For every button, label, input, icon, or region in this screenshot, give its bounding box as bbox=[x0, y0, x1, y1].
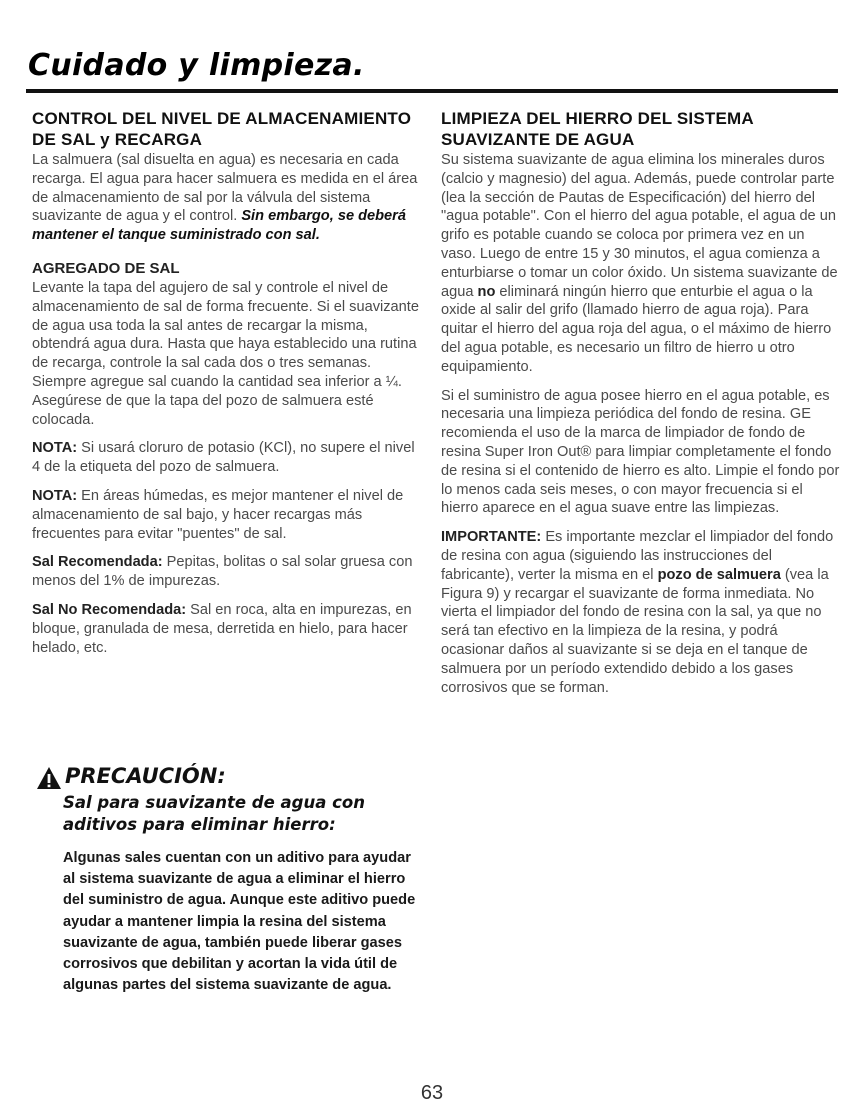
note-kcl bbox=[32, 439, 422, 477]
note-humid bbox=[32, 487, 422, 543]
caution-box bbox=[36, 762, 426, 996]
caution-header bbox=[36, 762, 426, 790]
page-number: 63 bbox=[420, 1082, 444, 1104]
note-text: Si usará cloruro de potasio (KCl), no supere el nivel 4 de la etiqueta del pozo de salmuera. bbox=[32, 440, 415, 476]
right-column bbox=[441, 108, 841, 697]
iron-emphasis: no bbox=[477, 283, 496, 300]
left-column bbox=[32, 108, 422, 657]
salt-level-heading-line1: CONTROL DEL NIVEL DE ALMACENAMIENTO bbox=[32, 109, 412, 128]
salt-level-heading-line2: DE SAL y RECARGA bbox=[32, 130, 203, 149]
warning-triangle-icon bbox=[36, 766, 62, 790]
recommended-salt-label: Sal Recomendada: bbox=[32, 554, 163, 571]
important-text: Es importante mezclar el limpiador del fondo de resina con agua (siguiendo las instrucciones del fabricante), verter la misma en el bbox=[441, 529, 834, 583]
title-rule bbox=[26, 89, 838, 93]
iron-cleaning-heading-line2: SUAVIZANTE DE AGUA bbox=[441, 130, 635, 149]
not-recommended-salt-label: Sal No Recomendada: bbox=[32, 601, 187, 618]
iron-paragraph-2: Si el suministro de agua posee hierro en el agua potable, es necesaria una limpieza periódica del fondo de resina. GE recomienda el uso de la marca de limpiador de fondo de resina Super Iron Out® para limpiar completamente el fondo de resina si el contenido de hierro es alto. Limpie el fondo por lo menos cada seis meses, o con mayor frecuencia si el hierro aparece en el agua suave entre las limpiezas. bbox=[441, 387, 840, 517]
important-label: IMPORTANTE: bbox=[441, 529, 542, 546]
iron-paragraph-1 bbox=[441, 151, 841, 377]
iron-text: eliminará ningún hierro que enturbie el agua o la oxide al salir del grifo (llamado hierro de agua roja). Para quitar el hierro del agua roja del agua, o el máximo de hierro del agua potable, es necesario un filtro de hierro u otro equipamiento. bbox=[441, 283, 832, 375]
iron-cleaning-heading bbox=[441, 108, 841, 150]
iron-text: Su sistema suavizante de agua elimina los minerales duros (calcio y magnesio) del agua. Además, puede controlar parte (lea la sección de Pautas de Especificación) del hierro del "agua potable". Con el hierro del agua potable, el agua de un grifo es potable cuando se coloca por primera vez en un vaso. Luego de entre 15 y 30 minutos, el agua comienza a enturbiarse o tomar un color óxido. Un sistema suavizante de agua bbox=[441, 152, 838, 300]
brine-well-emphasis: pozo de salmuera bbox=[657, 566, 781, 583]
page-title: Cuidado y limpieza. bbox=[28, 48, 365, 83]
salt-level-body: La salmuera (sal disuelta en agua) es necesaria en cada recarga. El agua para hacer salmuera es medida en el área de almacenamiento de sal por la válvula del sistema suavizante de agua y el control. bbox=[32, 152, 418, 225]
note-text: En áreas húmedas, es mejor mantener el nivel de almacenamiento de sal bajo, y hacer recargas más frecuentes para evitar "puentes" de sal. bbox=[32, 487, 404, 542]
recommended-salt-text: Pepitas, bolitas o sal solar gruesa con menos del 1% de impurezas. bbox=[32, 554, 413, 590]
iron-cleaning-heading-line1: LIMPIEZA DEL HIERRO DEL SISTEMA bbox=[441, 109, 754, 128]
not-recommended-salt-text: Sal en roca, alta en impurezas, en bloque, granulada de mesa, derretida en hielo, para hacer helado, etc. bbox=[32, 601, 412, 656]
not-recommended-salt bbox=[32, 601, 422, 657]
salt-level-heading bbox=[32, 108, 422, 150]
adding-salt-body: Levante la tapa del agujero de sal y controle el nivel de almacenamiento de sal de forma frecuente. Si el suavizante de agua usa toda la sal antes de recargar la misma, obtendrá agua dura. Hasta que haya establecido una rutina de recarga, controle la sal cada dos o tres semanas. Siempre agregue sal cuando la cantidad sea inferior a ¼. Asegúrese de que la tapa del pozo de salmuera esté colocada. bbox=[32, 279, 419, 428]
salt-level-paragraph bbox=[32, 151, 422, 245]
caution-subtitle: Sal para suavizante de agua con aditivos para eliminar hierro: bbox=[63, 793, 365, 834]
adding-salt-heading: AGREGADO DE SAL bbox=[32, 259, 180, 277]
caution-title: PRECAUCIÓN: bbox=[65, 764, 226, 788]
important-text: (vea la Figura 9) y recargar el suavizante de forma inmediata. No vierta el limpiador del fondo de resina con la sal, ya que no será tan efectivo en la limpieza de la resina, y podrá ocasionar daños al suavizante si se deja en el tanque de salmuera por un período extendido debido a los gases corrosivos que se forman. bbox=[441, 566, 829, 696]
note-label: NOTA: bbox=[32, 487, 78, 504]
caution-body: Algunas sales cuentan con un aditivo para ayudar al sistema suavizante de agua a eliminar el hierro del suministro de agua. Aunque este aditivo puede ayudar a mantener limpia la resina del sistema suavizante de agua, también puede liberar gases corrosivos que debilitan y acortan la vida útil de algunas partes del sistema suavizante de agua. bbox=[63, 850, 416, 994]
important-paragraph bbox=[441, 528, 841, 697]
note-label: NOTA: bbox=[32, 440, 78, 457]
salt-level-emphasis: Sin embargo, se deberá mantener el tanque suministrado con sal. bbox=[32, 208, 406, 244]
recommended-salt bbox=[32, 553, 422, 591]
